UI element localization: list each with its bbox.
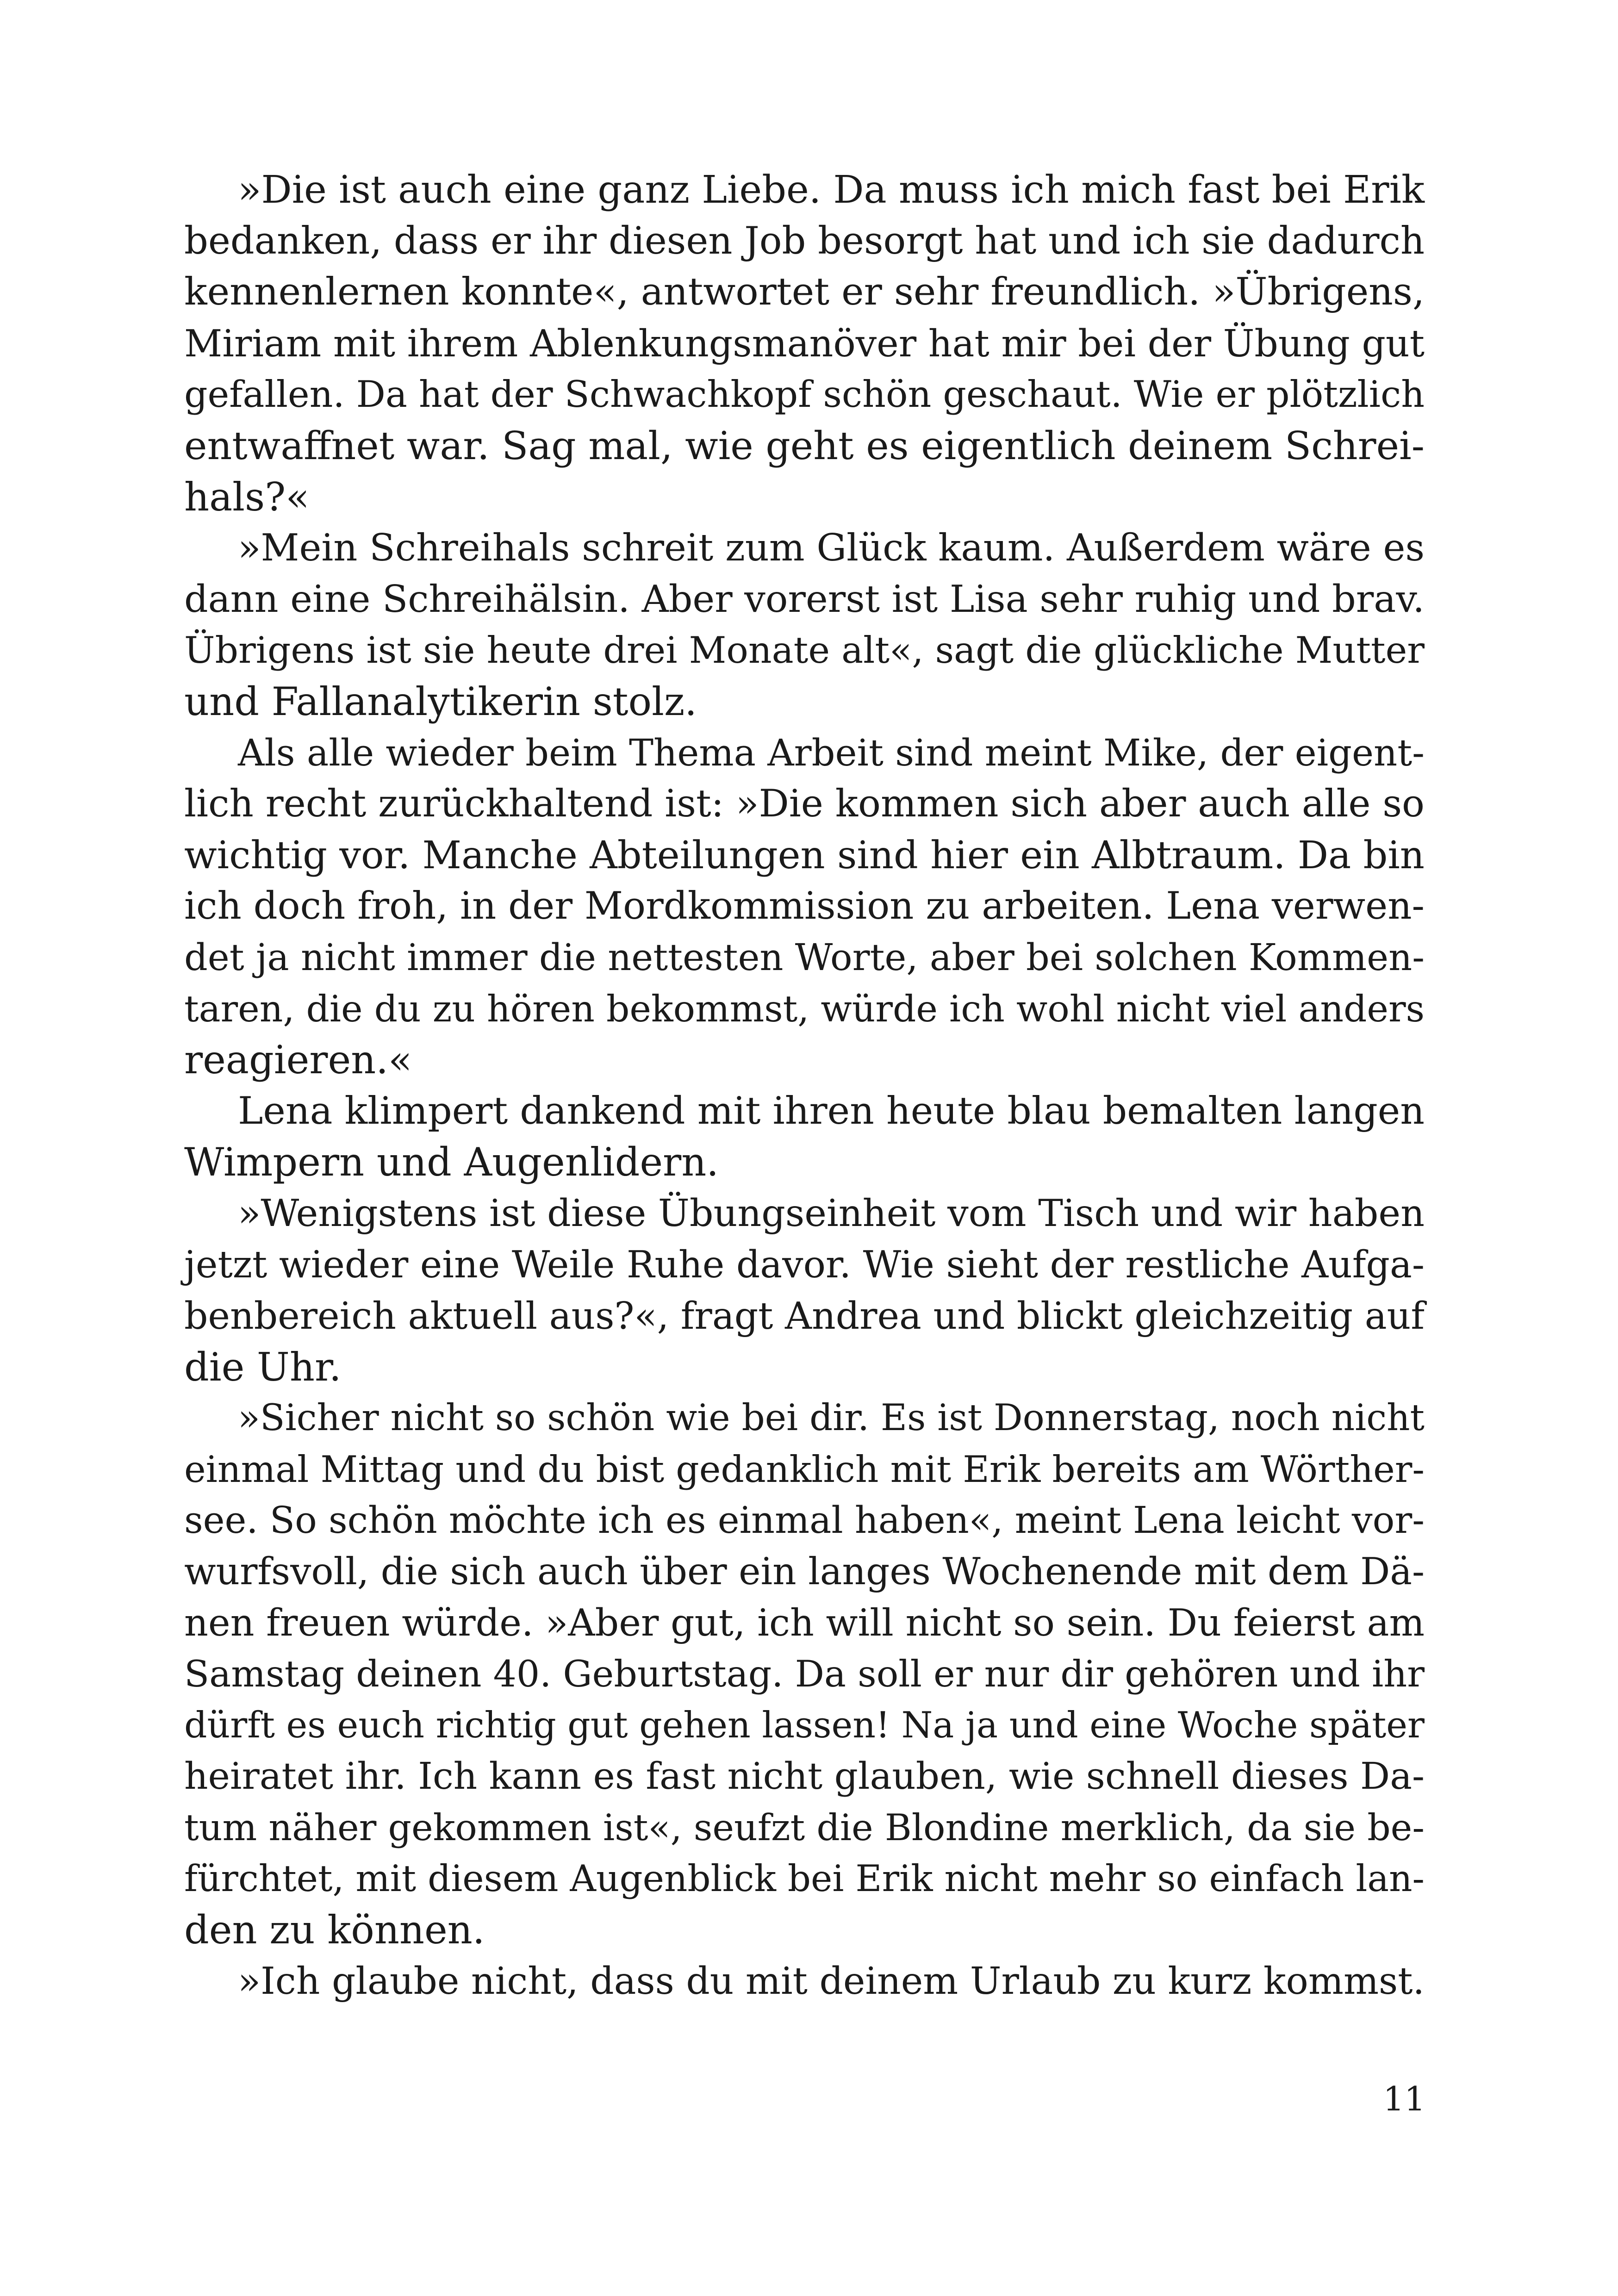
text-line: »Sicher nicht so schön wie bei dir. Es ist Donnerstag, noch nicht <box>238 1397 1425 1439</box>
text-line: wichtig vor. Manche Abteilungen sind hier ein Albtraum. Da bin <box>184 833 1425 877</box>
text-line: see. So schön möchte ich es einmal haben«, meint Lena leicht vor- <box>184 1499 1425 1542</box>
text-line: kennenlernen konnte«, antwortet er sehr freundlich. »Übrigens, <box>184 270 1425 314</box>
text-line: heiratet ihr. Ich kann es fast nicht glauben, wie schnell dieses Da- <box>184 1755 1425 1798</box>
text-line: »Mein Schreihals schreit zum Glück kaum. Außerdem wäre es <box>238 526 1425 570</box>
text-line: die Uhr. <box>184 1344 342 1390</box>
text-line: Miriam mit ihrem Ablenkungsmanöver hat mir bei der Übung gut <box>184 321 1425 365</box>
text-line: hals?« <box>184 474 310 520</box>
text-line: Samstag deinen 40. Geburtstag. Da soll er nur dir gehören und ihr <box>184 1653 1425 1696</box>
text-line: entwaffnet war. Sag mal, wie geht es eigentlich deinem Schrei- <box>184 423 1425 468</box>
text-line: Lena klimpert dankend mit ihren heute blau bemalten langen <box>238 1089 1425 1133</box>
text-line: Übrigens ist sie heute drei Monate alt«, sagt die glückliche Mutter <box>184 629 1425 672</box>
text-line: Wimpern und Augenlidern. <box>184 1139 719 1185</box>
page-number: 11 <box>1383 2079 1425 2118</box>
text-line: tum näher gekommen ist«, seufzt die Blondine merklich, da sie be- <box>184 1806 1425 1849</box>
text-line: gefallen. Da hat der Schwachkopf schön geschaut. Wie er plötzlich <box>184 373 1425 416</box>
text-line: lich recht zurückhaltend ist: »Die kommen sich aber auch alle so <box>184 782 1425 826</box>
text-line: »Ich glaube nicht, dass du mit deinem Urlaub zu kurz kommst. <box>238 1959 1425 2003</box>
text-line: dürft es euch richtig gut gehen lassen! Na ja und eine Woche später <box>184 1704 1425 1746</box>
text-line: den zu können. <box>184 1907 485 1953</box>
text-line: benbereich aktuell aus?«, fragt Andrea und blickt gleichzeitig auf <box>184 1294 1425 1338</box>
text-line: einmal Mittag und du bist gedanklich mit Erik bereits am Wörther- <box>184 1448 1425 1491</box>
body-text <box>184 164 1425 2007</box>
text-line: und Fallanalytikerin stolz. <box>184 678 697 724</box>
text-line: ich doch froh, in der Mordkommission zu arbeiten. Lena verwen- <box>184 884 1425 928</box>
text-line: Als alle wieder beim Thema Arbeit sind meint Mike, der eigent- <box>238 731 1425 774</box>
text-line: »Die ist auch eine ganz Liebe. Da muss ich mich fast bei Erik <box>238 168 1425 212</box>
text-line: nen freuen würde. »Aber gut, ich will nicht so sein. Du feierst am <box>184 1601 1425 1645</box>
text-line: fürchtet, mit diesem Augenblick bei Erik nicht mehr so einfach lan- <box>184 1857 1425 1900</box>
text-line: taren, die du zu hören bekommst, würde ich wohl nicht viel anders <box>184 987 1425 1030</box>
text-line: wurfsvoll, die sich auch über ein langes Wochenende mit dem Dä- <box>184 1550 1425 1593</box>
text-line: jetzt wieder eine Weile Ruhe davor. Wie sieht der restliche Aufga- <box>184 1243 1425 1287</box>
text-line: reagieren.« <box>184 1037 412 1083</box>
text-line: »Wenigstens ist diese Übungseinheit vom Tisch und wir haben <box>238 1191 1425 1235</box>
text-line: dann eine Schreihälsin. Aber vorerst ist Lisa sehr ruhig und brav. <box>184 577 1425 621</box>
text-line: det ja nicht immer die nettesten Worte, aber bei solchen Kommen- <box>184 935 1425 979</box>
text-line: bedanken, dass er ihr diesen Job besorgt hat und ich sie dadurch <box>184 219 1425 263</box>
